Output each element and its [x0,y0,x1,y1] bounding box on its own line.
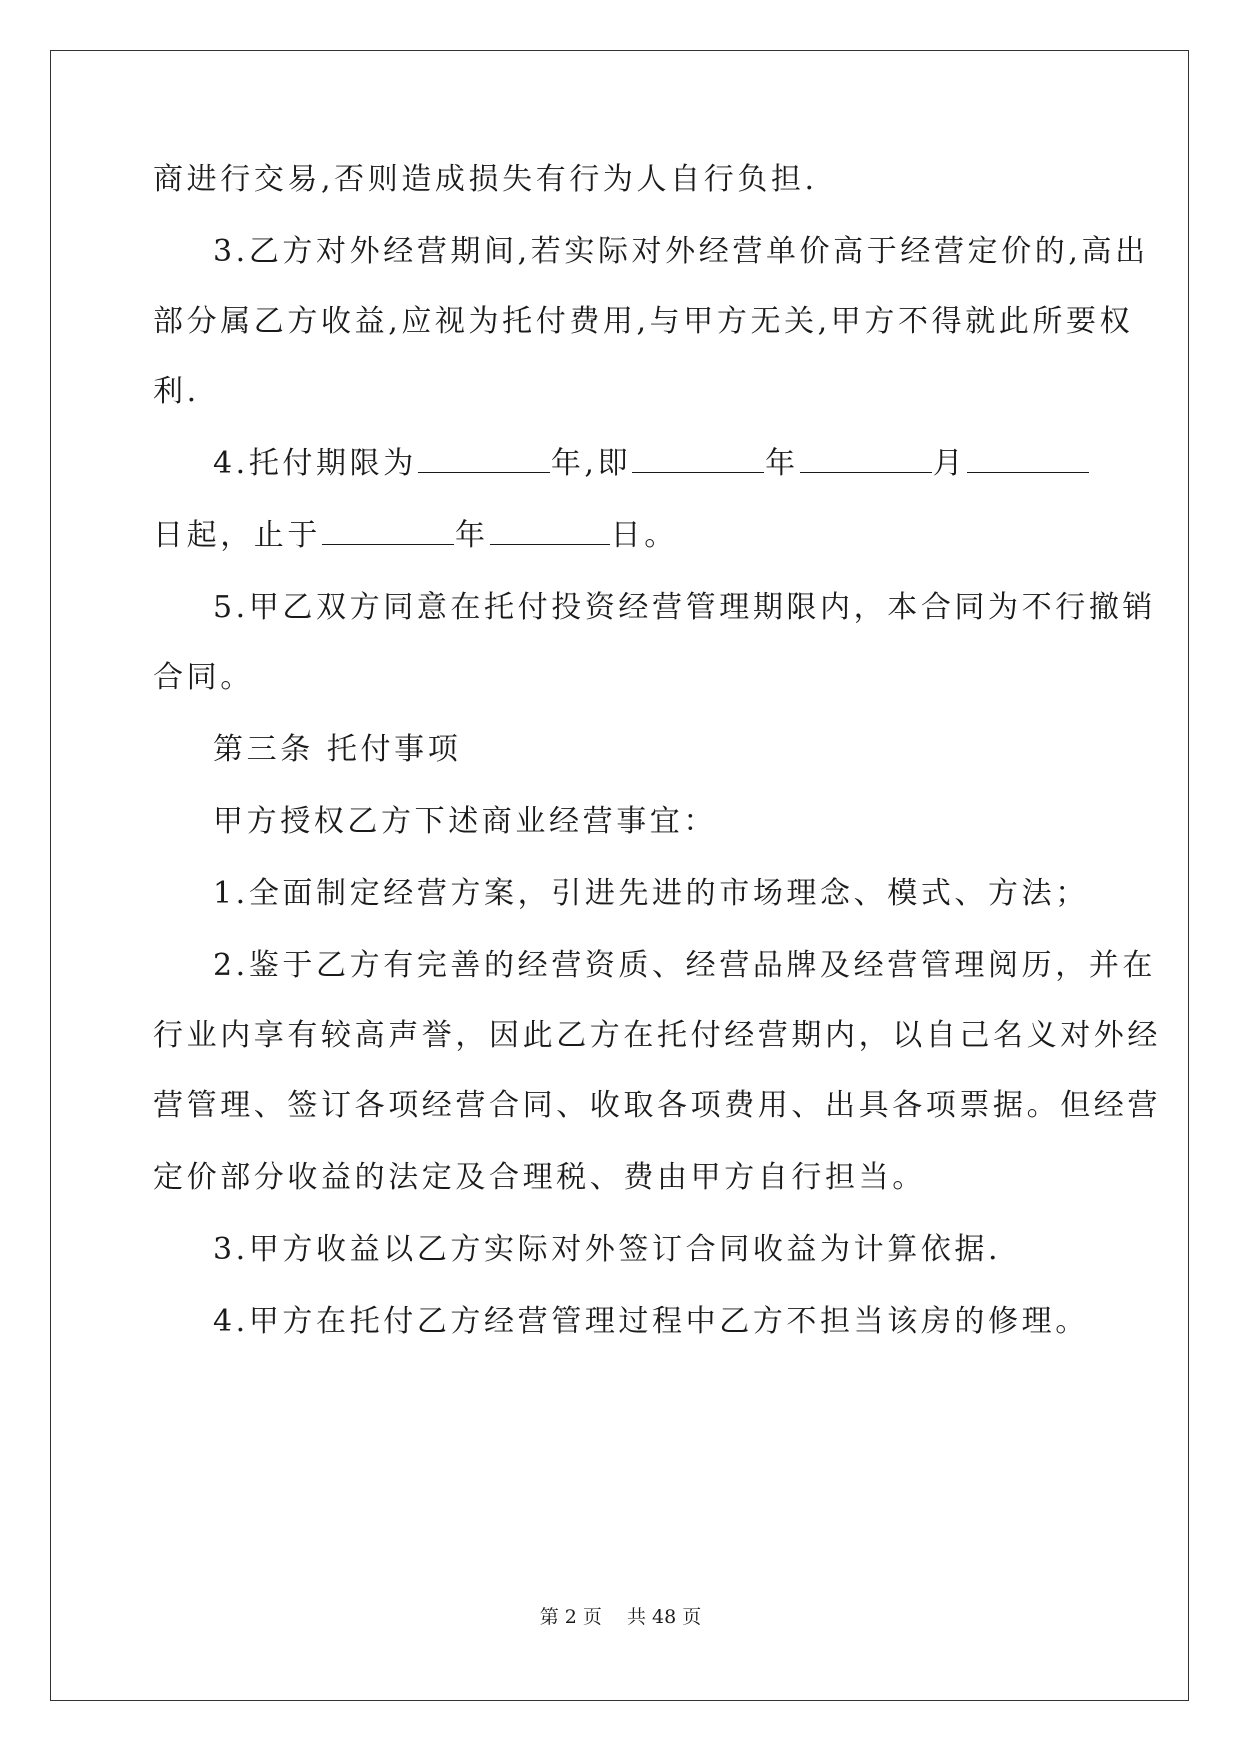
text-line: 营管理、签订各项经营合同、收取各项费用、出具各项票据。但经营 [153,1088,1161,1123]
text-line: 商进行交易,否则造成损失有行为人自行负担. [153,162,818,197]
page-footer [0,1605,1241,1629]
text-line: 合同。 [153,660,254,695]
text-line: 5.甲乙双方同意在托付投资经营管理期限内，本合同为不行撤销 [213,590,1157,625]
text-line-with-blanks [153,516,678,556]
text-line: 部分属乙方收益,应视为托付费用,与甲方无关,甲方不得就此所要权 [153,304,1134,339]
text-line: 利. [153,374,200,409]
text-fragment: 4.托付期限为 [213,446,417,481]
text-line: 定价部分收益的法定及合理税、费由甲方自行担当。 [153,1160,926,1195]
text-fragment: 月 [932,446,967,481]
blank-field [967,444,1089,473]
text-line: 3.乙方对外经营期间,若实际对外经营单价高于经营定价的,高出 [213,234,1149,269]
text-fragment: 年 [765,446,799,481]
blank-field [322,516,454,545]
blank-field [632,444,764,473]
text-fragment: 日。 [610,518,678,553]
text-line: 行业内享有较高声誉，因此乙方在托付经营期内，以自己名义对外经 [153,1018,1161,1053]
page-number: 第 2 页 共 48 页 [539,1606,702,1628]
text-fragment: 年,即 [550,446,632,481]
blank-field [800,444,932,473]
text-line: 甲方授权乙方下述商业经营事宜： [213,804,717,839]
blank-field [490,516,610,545]
text-line: 4.甲方在托付乙方经营管理过程中乙方不担当该房的修理。 [213,1304,1089,1339]
text-line: 1.全面制定经营方案，引进先进的市场理念、模式、方法； [213,876,1089,911]
text-fragment: 日起，止于 [153,518,321,553]
text-line: 2.鉴于乙方有完善的经营资质、经营品牌及经营管理阅历，并在 [213,948,1157,983]
text-line-with-blanks [213,444,1090,484]
section-heading: 第三条 托付事项 [213,732,462,767]
blank-field [418,444,550,473]
text-fragment: 年 [455,518,489,553]
text-line: 3.甲方收益以乙方实际对外签订合同收益为计算依据. [213,1232,1002,1267]
